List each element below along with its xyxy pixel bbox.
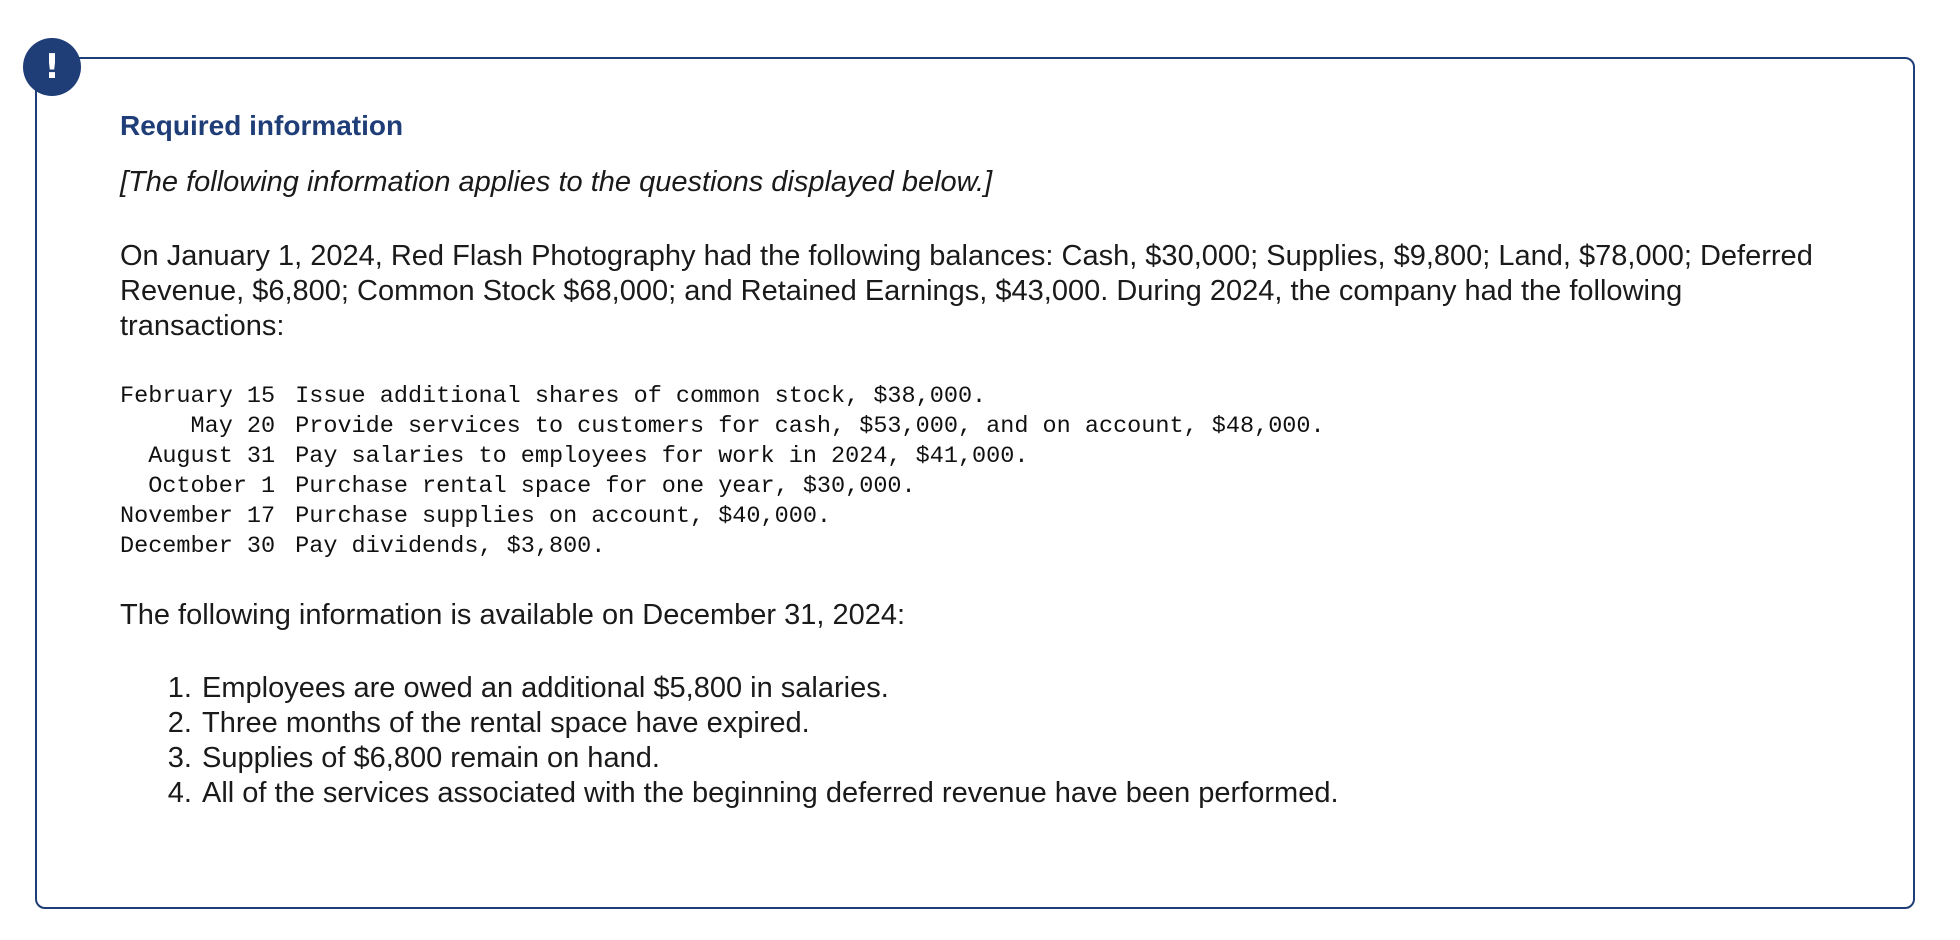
- transaction-description: Pay dividends, $3,800.: [295, 533, 606, 560]
- transaction-row: [120, 472, 1325, 502]
- transaction-date: February 15: [120, 383, 276, 410]
- list-item: 2. Three months of the rental space have expired.: [200, 706, 1880, 741]
- transaction-date: May 20: [190, 413, 276, 440]
- transaction-description: Issue additional shares of common stock, $38,000.: [295, 383, 987, 410]
- transaction-row: [120, 412, 1325, 442]
- transactions-table: [120, 382, 1325, 562]
- transaction-description: Purchase supplies on account, $40,000.: [295, 503, 832, 530]
- panel-content: [120, 108, 1880, 811]
- transaction-date: August 31: [148, 443, 276, 470]
- adjustments-list: [120, 671, 1880, 811]
- list-item: 1. Employees are owed an additional $5,800 in salaries.: [200, 671, 1880, 706]
- available-info-heading: The following information is available on December 31, 2024:: [120, 599, 906, 631]
- transaction-date: October 1: [148, 473, 276, 500]
- applies-note: [The following information applies to the questions displayed below.]: [120, 166, 993, 198]
- transaction-date: November 17: [120, 503, 276, 530]
- list-item: 3. Supplies of $6,800 remain on hand.: [200, 741, 1880, 776]
- transaction-row: [120, 502, 1325, 532]
- transaction-description: Purchase rental space for one year, $30,000.: [295, 473, 916, 500]
- transaction-row: [120, 442, 1325, 472]
- intro-paragraph: On January 1, 2024, Red Flash Photography had the following balances: Cash, $30,000; Supplies, $9,800; Land, $78,000; Deferred Revenue, $6,800; Common Stock $68,000; and Retained Earnings, $43,000. During 2024, the company had the following transactions:: [120, 240, 1813, 342]
- exclamation-icon: [23, 38, 81, 96]
- list-item: 4. All of the services associated with the beginning deferred revenue have been performed.: [200, 776, 1880, 811]
- alert-symbol: !: [44, 47, 60, 87]
- transaction-row: [120, 382, 1325, 412]
- transaction-date: December 30: [120, 533, 276, 560]
- panel-heading: Required information: [120, 110, 404, 141]
- transaction-description: Pay salaries to employees for work in 2024, $41,000.: [295, 443, 1029, 470]
- transaction-description: Provide services to customers for cash, $53,000, and on account, $48,000.: [295, 413, 1325, 440]
- transaction-row: [120, 532, 1325, 562]
